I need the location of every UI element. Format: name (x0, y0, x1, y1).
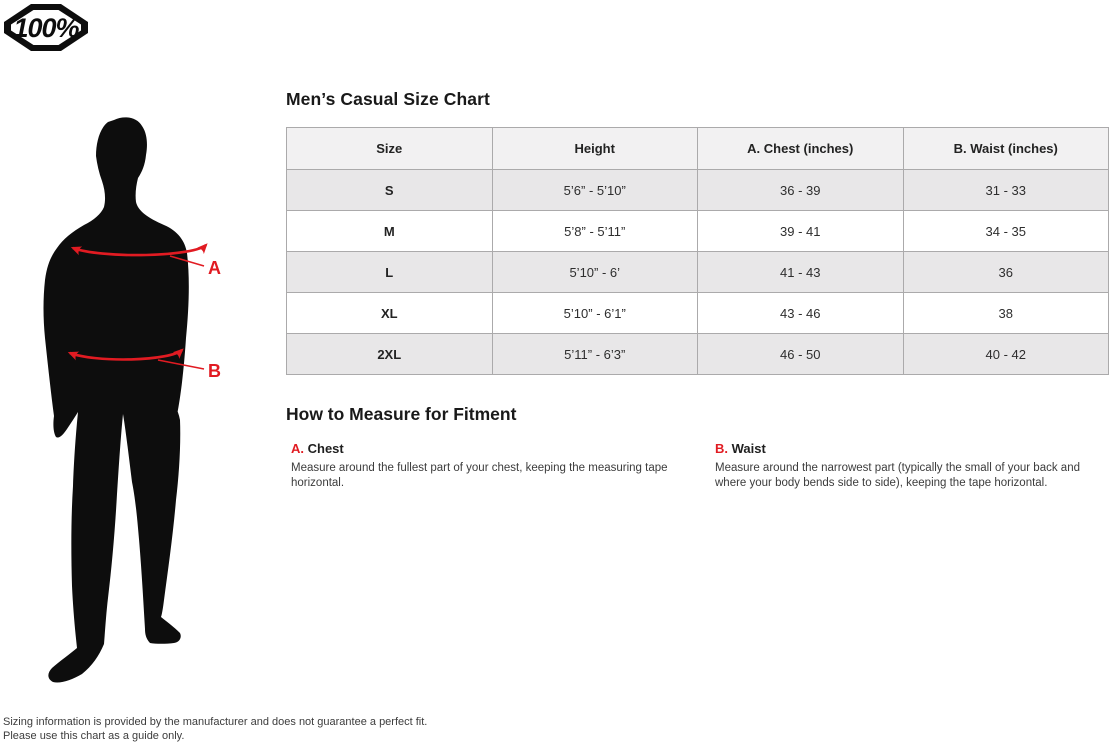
measure-item-waist (715, 441, 1109, 491)
footer-disclaimer (3, 715, 427, 743)
measure-name-chest: Chest (307, 441, 344, 456)
body-silhouette-figure (30, 110, 230, 700)
waist-label: B (208, 361, 221, 381)
cell-waist: 38 (903, 293, 1109, 334)
column-header-size: Size (287, 128, 493, 170)
chest-label: A (208, 258, 221, 278)
measure-letter-a: A. (291, 441, 304, 456)
cell-chest: 46 - 50 (698, 334, 904, 375)
measure-item-waist-title (715, 441, 1109, 456)
table-row (287, 293, 1109, 334)
cell-height: 5’11” - 6’3” (492, 334, 698, 375)
footer-line-1: Sizing information is provided by the manufacturer and does not guarantee a perfect fit. (3, 716, 428, 728)
measure-name-waist: Waist (731, 441, 766, 456)
column-header-height: Height (492, 128, 698, 170)
brand-logo (4, 4, 88, 51)
cell-height: 5’10” - 6’1” (492, 293, 698, 334)
cell-size: 2XL (287, 334, 493, 375)
table-row (287, 211, 1109, 252)
logo-text: 100% (13, 13, 79, 43)
table-header-row (287, 128, 1109, 170)
measure-item-chest (291, 441, 691, 491)
cell-waist: 34 - 35 (903, 211, 1109, 252)
table-row (287, 252, 1109, 293)
measure-section-heading: How to Measure for Fitment (286, 404, 517, 424)
measure-description-waist: Measure around the narrowest part (typically the small of your back and where your body bends side to side), keeping the tape horizontal. (715, 462, 1080, 489)
cell-size: L (287, 252, 493, 293)
cell-size: M (287, 211, 493, 252)
cell-chest: 41 - 43 (698, 252, 904, 293)
measure-letter-b: B. (715, 441, 728, 456)
cell-waist: 36 (903, 252, 1109, 293)
column-header-waist: B. Waist (inches) (903, 128, 1109, 170)
cell-chest: 36 - 39 (698, 170, 904, 211)
main-content (286, 89, 1109, 375)
cell-waist: 40 - 42 (903, 334, 1109, 375)
footer-line-2: Please use this chart as a guide only. (3, 730, 185, 742)
body-silhouette-icon (30, 110, 230, 700)
column-header-chest: A. Chest (inches) (698, 128, 904, 170)
table-row (287, 334, 1109, 375)
cell-size: XL (287, 293, 493, 334)
size-chart-table (286, 127, 1109, 375)
table-row (287, 170, 1109, 211)
cell-chest: 39 - 41 (698, 211, 904, 252)
cell-height: 5’10” - 6’ (492, 252, 698, 293)
page-title: Men’s Casual Size Chart (286, 89, 490, 109)
measure-description-chest: Measure around the fullest part of your chest, keeping the measuring tape horizontal. (291, 462, 668, 489)
cell-height: 5’8” - 5’11” (492, 211, 698, 252)
cell-size: S (287, 170, 493, 211)
cell-height: 5’6” - 5’10” (492, 170, 698, 211)
cell-chest: 43 - 46 (698, 293, 904, 334)
brand-logo-icon (4, 4, 88, 51)
cell-waist: 31 - 33 (903, 170, 1109, 211)
man-silhouette-shape (44, 117, 189, 682)
measure-item-chest-title (291, 441, 691, 456)
